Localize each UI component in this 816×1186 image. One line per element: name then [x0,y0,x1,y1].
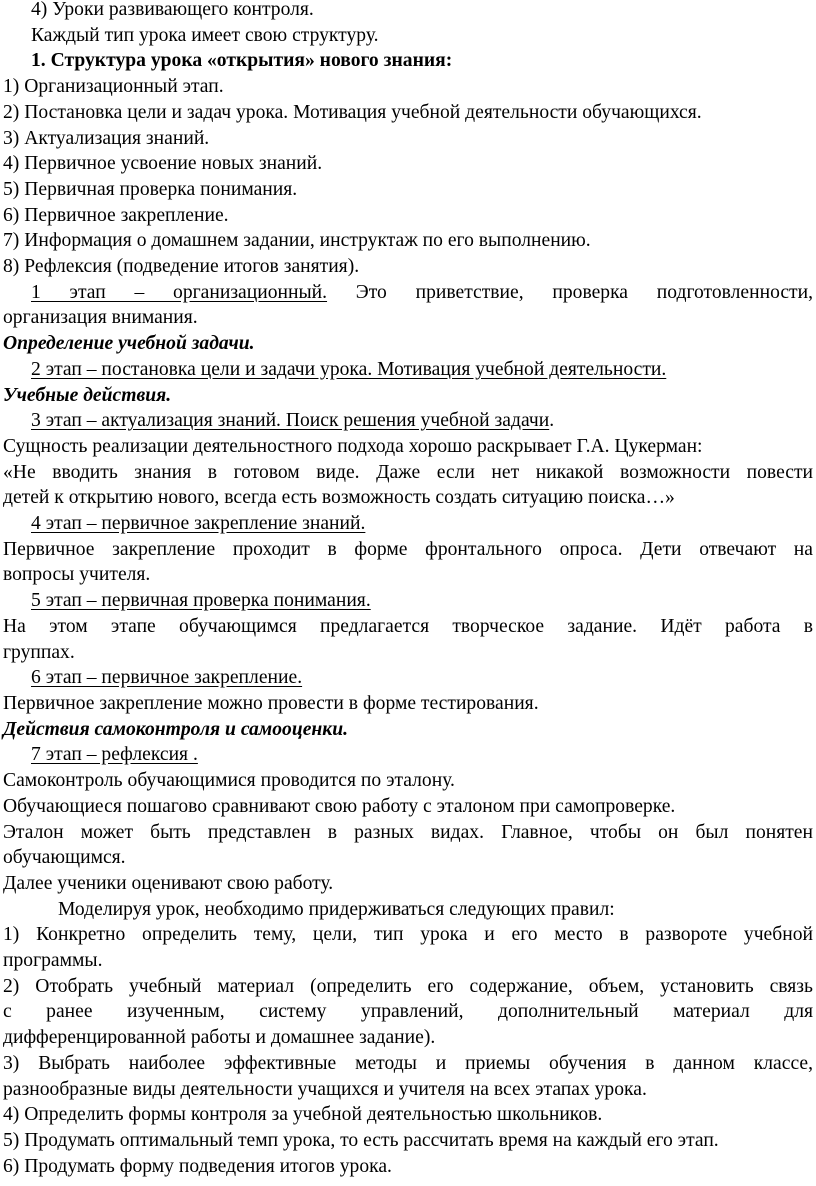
stage-title [3,511,813,537]
list-item: 7) Информация о домашнем задании, инструктаж по его выполнению. [3,230,591,252]
paragraph: вопросы учителя. [3,564,151,586]
subheading: Учебные действия. [3,384,172,406]
list-item: 3) Выбрать наиболее эффективные методы и приемы обучения в данном классе, [3,1052,813,1074]
paragraph: Далее ученики оценивают свою работу. [3,872,334,894]
paragraph: детей к открытию нового, всегда есть возможность создать ситуацию поиска…» [3,487,675,509]
list-item: 8) Рефлексия (подведение итогов занятия). [3,256,360,278]
stage-title-text: 3 этап – актуализация знаний. Поиск решения учебной задачи [31,410,550,432]
paragraph: На этом этапе обучающимся предлагается творческое задание. Идёт работа в [3,615,813,637]
paragraph: организация внимания. [3,307,198,329]
paragraph: Эталон может быть представлен в разных видах. Главное, чтобы он был понятен [3,821,813,843]
stage-title: 1 этап – организационный. [31,281,328,303]
subheading: Действия самоконтроля и самооценки. [3,718,349,740]
stage-title [3,665,813,691]
paragraph-text: . [549,410,555,432]
list-item: 4) Первичное усвоение новых знаний. [3,153,323,175]
paragraph: группах. [3,641,75,663]
list-item: 1) Конкретно определить тему, цели, тип урока и его место в развороте учебной [3,924,813,946]
stage-title-text: 7 этап – рефлексия . [31,744,198,766]
list-item: 4) Определить формы контроля за учебной деятельностью школьников. [3,1104,603,1126]
stage-title [3,588,813,614]
paragraph: Сущность реализации деятельностного подхода хорошо раскрывает Г.А. Цукерман: [3,435,703,457]
list-item: 6) Первичное закрепление. [3,204,229,226]
stage-title [3,408,813,434]
stage-title-text: 2 этап – постановка цели и задачи урока. Мотивация учебной деятельности. [31,358,667,380]
list-item: 2) Постановка цели и задач урока. Мотивация учебной деятельности обучающихся. [3,101,702,123]
list-item-continuation: с ранее изученным, систему управлений, дополнительный материал для [3,1001,813,1023]
list-item: 5) Первичная проверка понимания. [3,178,298,200]
paragraph: Самоконтроль обучающимися проводится по эталону. [3,770,455,792]
list-item: 4) Уроки развивающего контроля. [31,0,314,20]
stage-title-text: 4 этап – первичное закрепление знаний. [31,513,366,535]
list-item: 3) Актуализация знаний. [3,127,210,149]
paragraph [3,280,813,306]
paragraph: Первичное закрепление проходит в форме фронтального опроса. Дети отвечают на [3,538,813,560]
list-item: 2) Отобрать учебный материал (определить его содержание, объем, установить связь [3,975,813,997]
paragraph: Каждый тип урока имеет свою структуру. [31,24,379,46]
paragraph: Первичное закрепление можно провести в форме тестирования. [3,692,539,714]
stage-title [3,357,813,383]
list-item: 1) Организационный этап. [3,76,224,98]
paragraph: Моделируя урок, необходимо придерживаться следующих правил: [58,898,615,920]
list-item-continuation: разнообразные виды деятельности учащихся и учителя на всех этапах урока. [3,1078,647,1100]
paragraph: Обучающиеся пошагово сравнивают свою работу с эталоном при самопроверке. [3,795,676,817]
paragraph: «Не вводить знания в готовом виде. Даже если нет никакой возможности повести [3,461,813,483]
list-item-continuation: дифференцированной работы и домашнее задание). [3,1027,436,1049]
section-heading: 1. Структура урока «открытия» нового знания: [31,50,453,72]
subheading: Определение учебной задачи. [3,333,255,355]
list-item: 5) Продумать оптимальный темп урока, то есть рассчитать время на каждый его этап. [3,1129,719,1151]
stage-title [3,742,813,768]
list-item: 6) Продумать форму подведения итогов урока. [3,1155,392,1177]
list-item-continuation: программы. [3,950,103,972]
paragraph-text: Это приветствие, проверка подготовленности, [327,281,813,303]
stage-title-text: 5 этап – первичная проверка понимания. [31,590,371,612]
paragraph: обучающимся. [3,847,126,869]
stage-title-text: 6 этап – первичное закрепление. [31,667,303,689]
